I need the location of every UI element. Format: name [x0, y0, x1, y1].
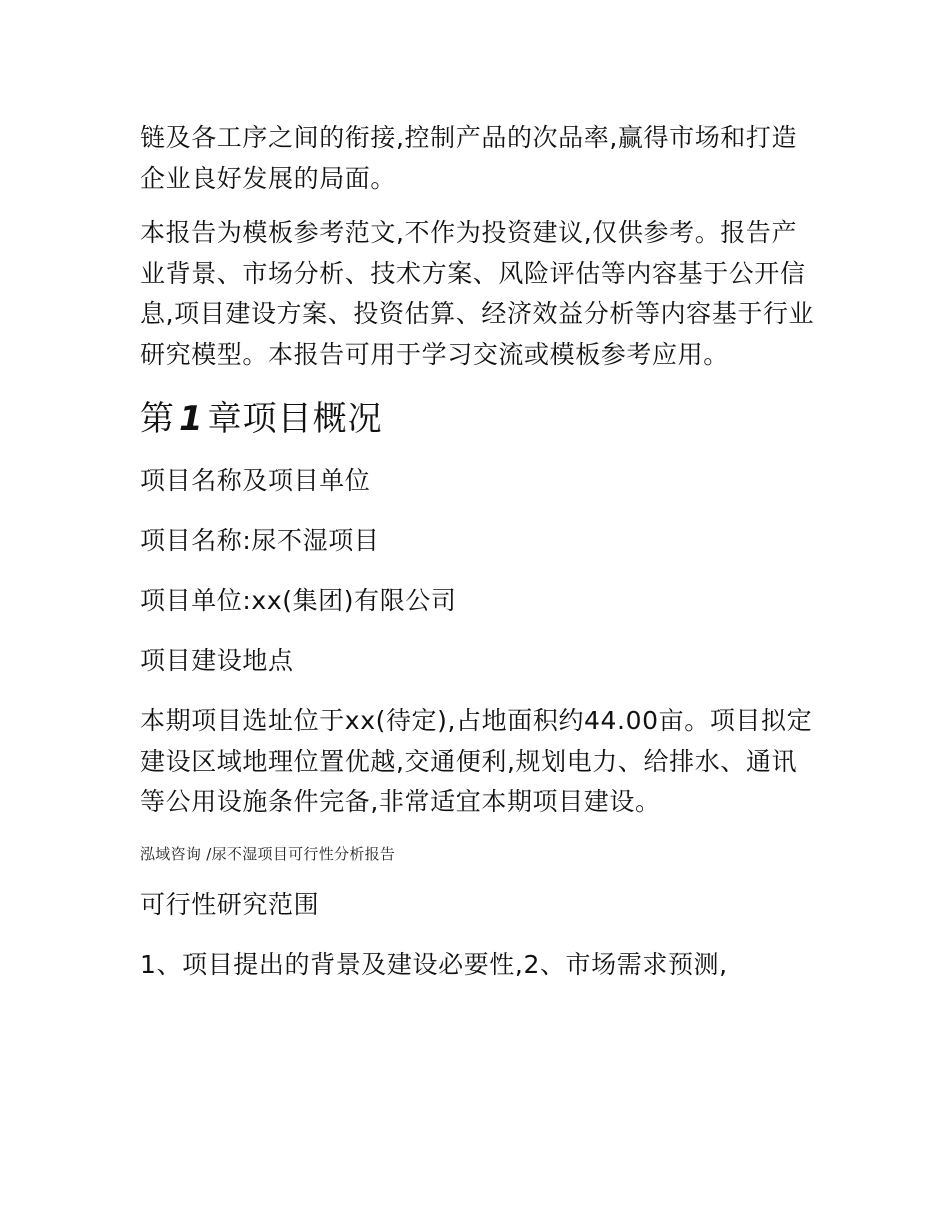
section-heading-name-unit: 项目名称及项目单位 [140, 466, 371, 495]
scope-list-line: 1、项目提出的背景及建设必要性,2、市场需求预测, [140, 949, 728, 979]
page-footer-note: 泓域咨询 /尿不湿项目可行性分析报告 [140, 844, 396, 863]
project-name-line: 项目名称:尿不湿项目 [140, 526, 380, 555]
chapter-number: 1 [179, 399, 204, 439]
chapter-title [140, 391, 820, 447]
section-heading-scope: 可行性研究范围 [140, 889, 320, 919]
intro-paragraph: 链及各工序之间的衔接,控制产品的次品率,赢得市场和打造企业良好发展的局面。 [140, 123, 798, 193]
section-heading-site: 项目建设地点 [140, 646, 294, 675]
chapter-suffix: 章项目概况 [207, 399, 383, 439]
disclaimer-paragraph: 本报告为模板参考范文,不作为投资建议,仅供参考。报告产业背景、市场分析、技术方案、风险评估等内容基于公开信息,项目建设方案、投资估算、经济效益分析等内容基于行业研究模型。本报告可用于学习交流或模板参考应用。 [140, 218, 815, 369]
chapter-prefix: 第 [140, 399, 175, 439]
site-paragraph: 本期项目选址位于xx(待定),占地面积约44.00亩。项目拟定建设区域地理位置优越,交通便利,规划电力、给排水、通讯等公用设施条件完备,非常适宜本期项目建设。 [140, 706, 813, 816]
page-content [140, 118, 820, 1005]
project-unit-line: 项目单位:xx(集团)有限公司 [140, 586, 457, 615]
